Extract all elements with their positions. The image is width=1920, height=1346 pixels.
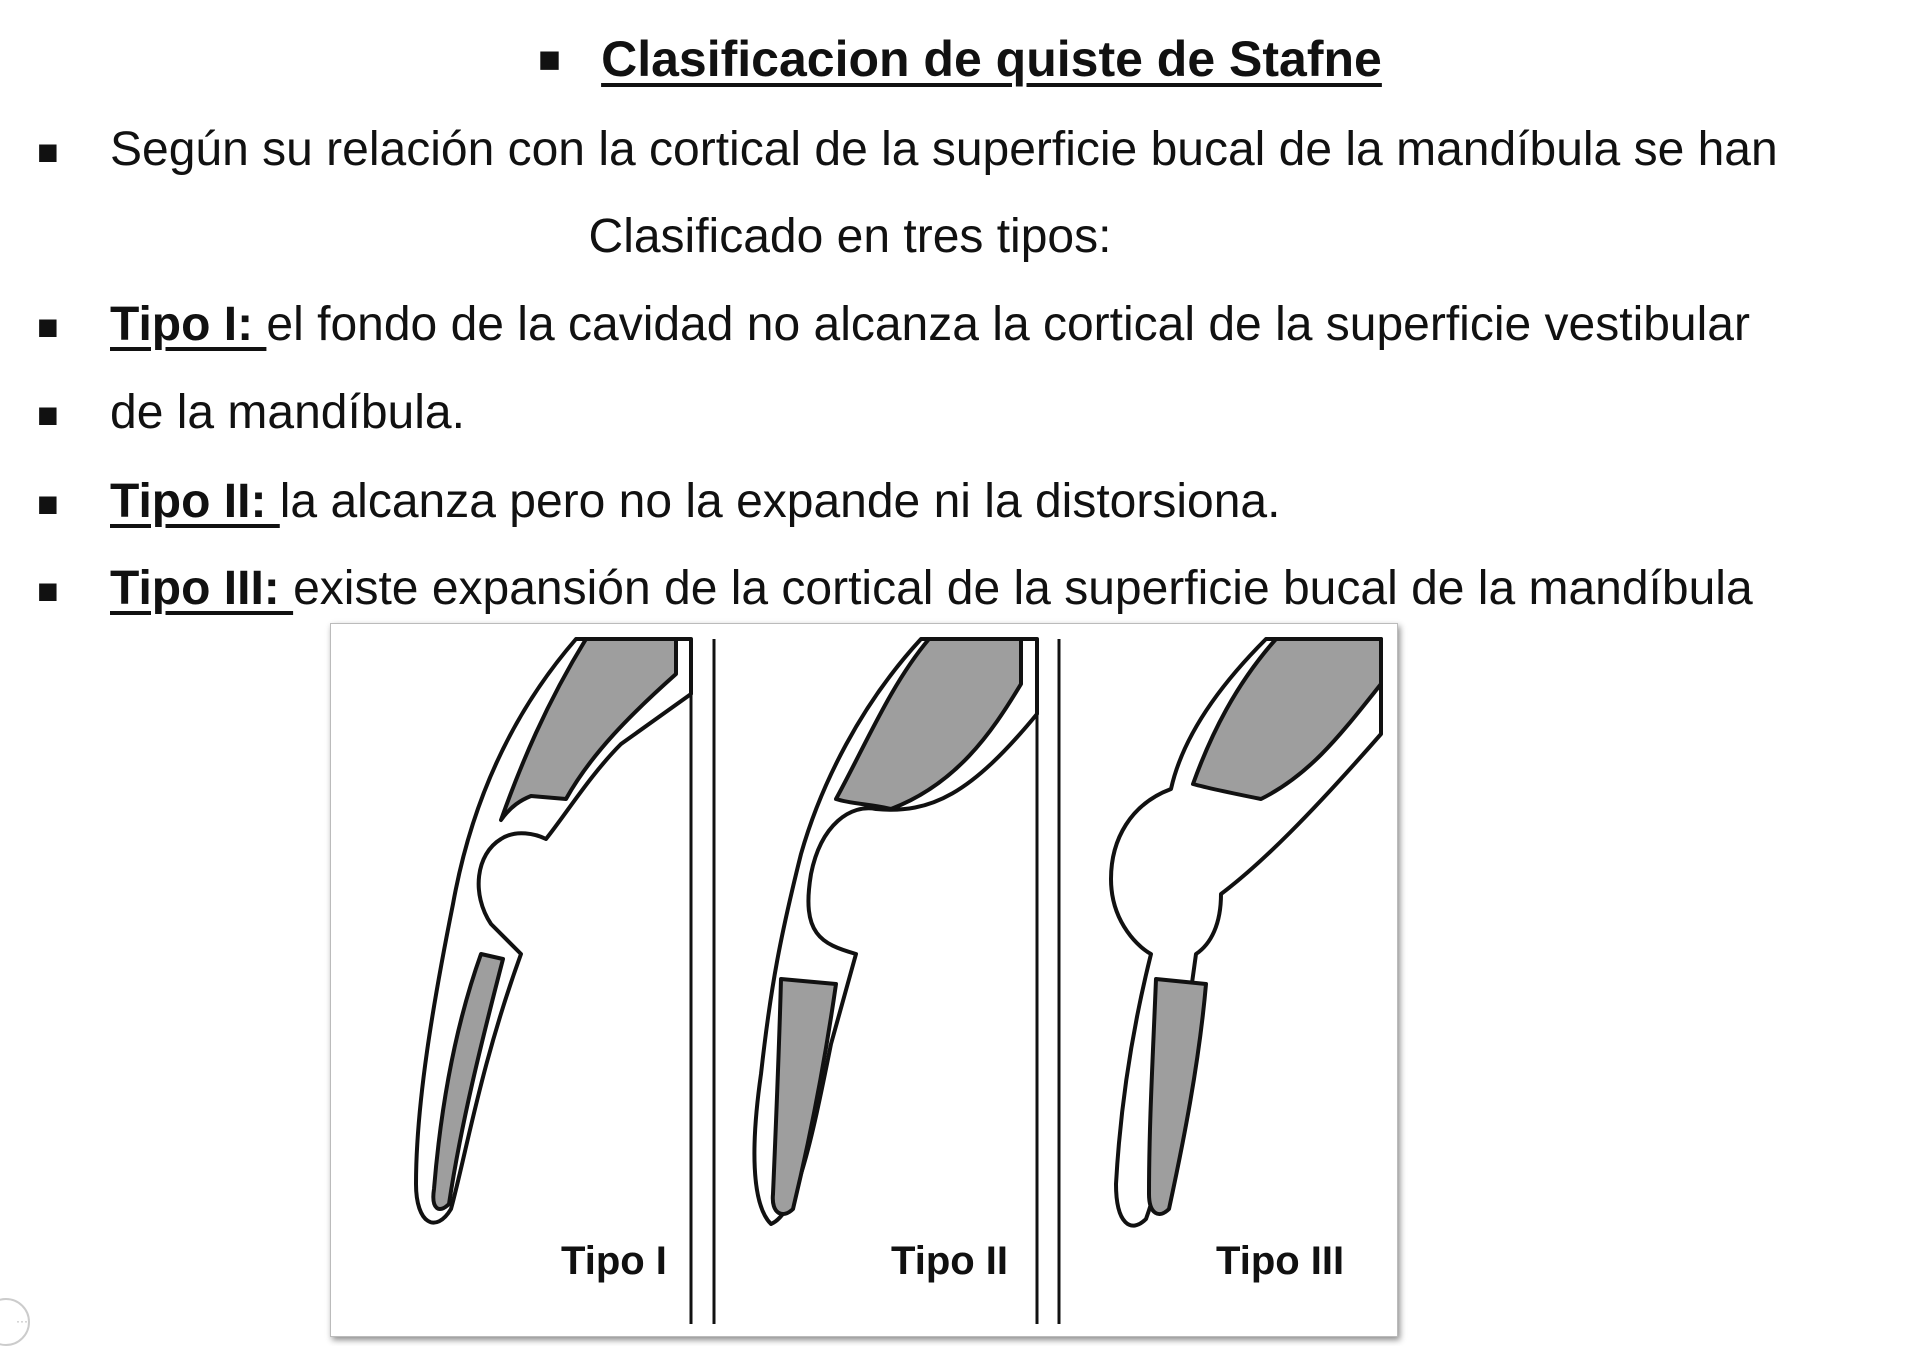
item-text: existe expansión de la cortical de la superficie bucal de la mandíbula	[293, 562, 1753, 615]
panel-label-tipo-3: Tipo III	[1216, 1239, 1345, 1283]
slide-menu-icon[interactable]: ···	[0, 1298, 30, 1346]
bullet-icon: ■	[37, 394, 59, 435]
item-text: de la mandíbula.	[110, 386, 465, 439]
item-label: Tipo I:	[110, 298, 267, 351]
intro-text: Según su relación con la cortical de la superficie bucal de la mandíbula se han	[110, 123, 1778, 176]
panel-tipo-3-drawing	[1111, 639, 1381, 1226]
panel-label-tipo-2: Tipo II	[891, 1239, 1009, 1283]
slide-title	[0, 28, 1920, 95]
bullet-icon: ■	[37, 483, 59, 524]
item-text: la alcanza pero no la expande ni la distorsiona.	[279, 475, 1281, 528]
item-label: Tipo III:	[110, 562, 294, 615]
title-text: Clasificacion de quiste de Stafne	[601, 31, 1382, 87]
bullet-icon: ■	[37, 570, 59, 611]
panel-label-tipo-1: Tipo I	[561, 1239, 667, 1283]
intro-continuation: Clasificado en tres tipos:	[588, 210, 1112, 263]
title-bullet: ■	[538, 39, 562, 81]
bullet-icon: ■	[37, 306, 59, 347]
panel-tipo-1-drawing	[416, 639, 691, 1223]
bullet-icon: ■	[37, 131, 59, 172]
figure-svg	[331, 624, 1397, 1336]
panel-tipo-2-drawing	[754, 639, 1037, 1224]
stafne-classification-figure	[330, 623, 1398, 1337]
item-label: Tipo II:	[110, 475, 280, 528]
item-text: el fondo de la cavidad no alcanza la cortical de la superficie vestibular	[266, 298, 1750, 351]
